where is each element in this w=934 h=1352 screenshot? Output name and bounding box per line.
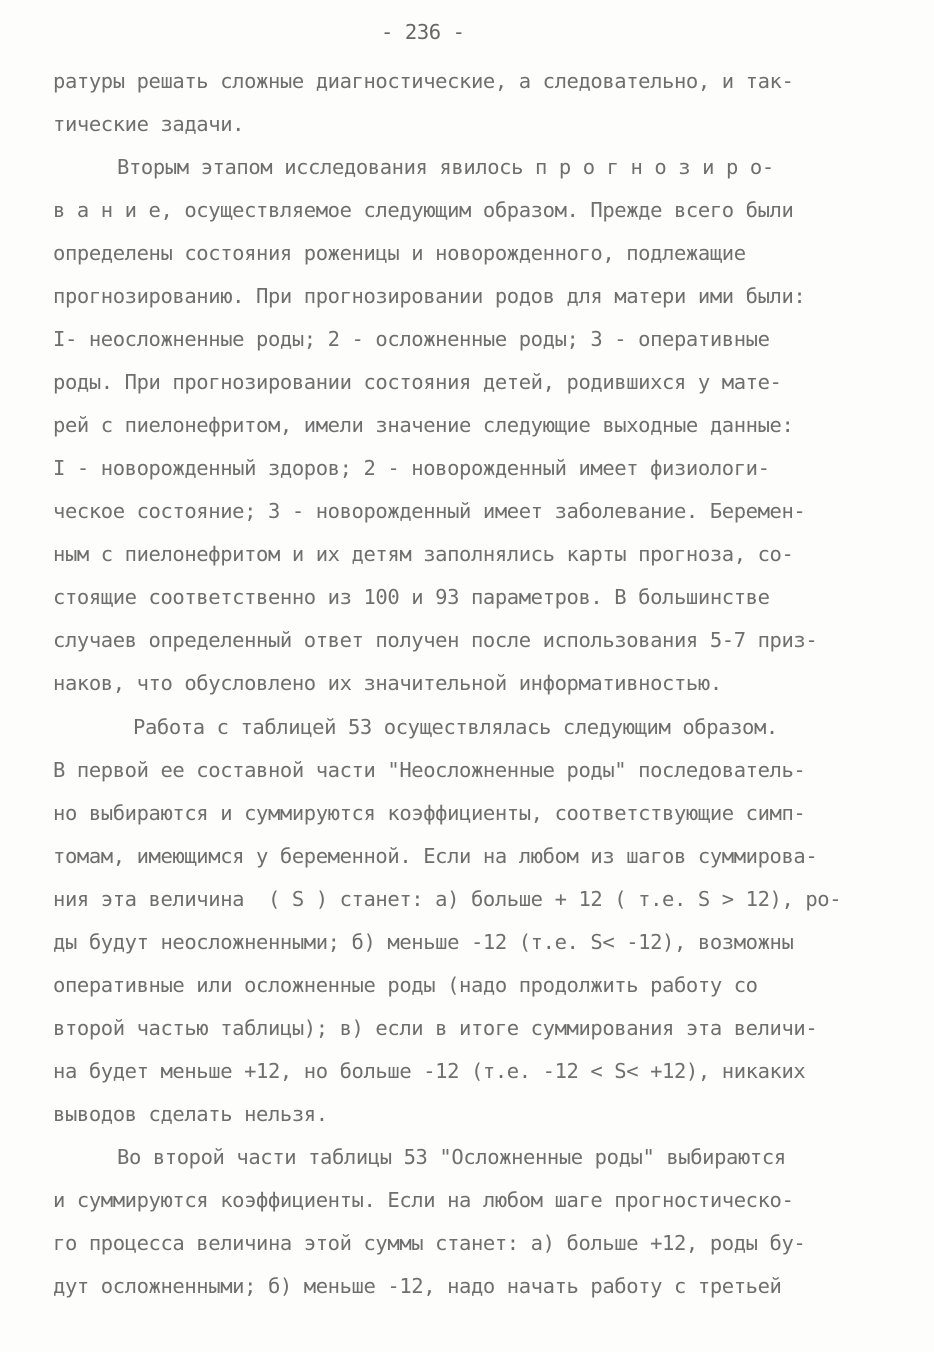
text-line: В первой ее составной части "Неосложненные роды" последователь- [53,758,806,782]
text-line: ческое состояние; 3 - новорожденный имеет заболевание. Беремен- [53,499,806,523]
text-line: го процесса величина этой суммы станет: а) больше +12, роды бу- [53,1231,806,1255]
text-line: стоящие соответственно из 100 и 93 параметров. В большинстве [53,585,770,609]
text-line: роды. При прогнозировании состояния детей, родившихся у мате- [53,370,782,394]
text-line: тические задачи. [53,112,245,136]
text-line: на будет меньше +12, но больше -12 (т.е. -12 < S< +12), никаких [53,1059,806,1083]
text-line: ды будут неосложненными; б) меньше -12 (т.е. S< -12), возможны [53,930,794,954]
text-line: ния эта величина ( S ) станет: а) больше + 12 ( т.е. S > 12), ро- [53,887,842,911]
text-line: рей с пиелонефритом, имели значение следующие выходные данные: [53,413,794,437]
text-line: Вторым этапом исследования явилось п р о г н о з и р о- [117,155,774,179]
text-line: случаев определенный ответ получен после использования 5-7 приз- [53,628,818,652]
text-line: прогнозированию. При прогнозировании родов для матери ими были: [53,284,806,308]
text-line: в а н и е, осуществляемое следующим образом. Прежде всего были [53,198,794,222]
text-line: и суммируются коэффициенты. Если на любом шаге прогностическо- [53,1188,794,1212]
text-line: ратуры решать сложные диагностические, а следовательно, и так- [53,69,794,93]
text-line: наков, что обусловлено их значительной информативностью. [53,671,722,695]
text-line: дут осложненными; б) меньше -12, надо начать работу с третьей [53,1274,782,1298]
text-line: оперативные или осложненные роды (надо продолжить работу со [53,973,758,997]
text-line: I - новорожденный здоров; 2 - новорожденный имеет физиологи- [53,456,770,480]
text-line: ным с пиелонефритом и их детям заполнялись карты прогноза, со- [53,542,794,566]
text-line: но выбираются и суммируются коэффициенты, соответствующие симп- [53,801,806,825]
text-line: Во второй части таблицы 53 "Осложненные роды" выбираются [117,1145,786,1169]
text-line: выводов сделать нельзя. [53,1102,328,1126]
text-line: второй частью таблицы); в) если в итоге суммирования эта величи- [53,1016,818,1040]
text-line: томам, имеющимся у беременной. Если на любом из шагов суммирова- [53,844,818,868]
page-number: - 236 - [381,20,465,44]
text-line: I- неосложненные роды; 2 - осложненные роды; 3 - оперативные [53,327,770,351]
text-line: определены состояния роженицы и новорожденного, подлежащие [53,241,746,265]
text-line: Работа с таблицей 53 осуществлялась следующим образом. [133,715,778,739]
